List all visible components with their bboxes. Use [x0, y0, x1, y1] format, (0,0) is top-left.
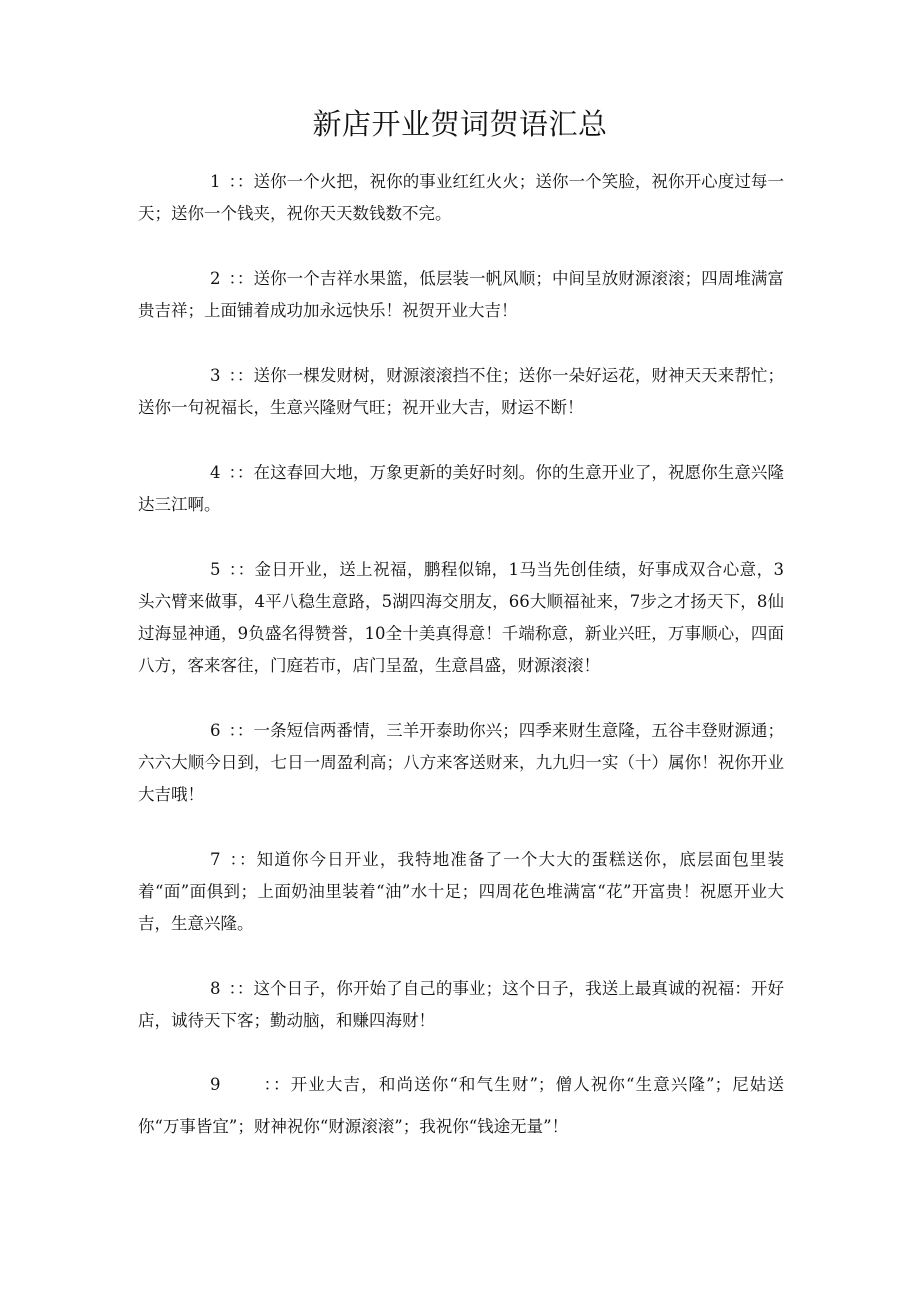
greeting-list — [138, 166, 784, 1181]
greeting-entry-2 — [138, 263, 784, 327]
entry-text: ：：开业大吉，和尚送你“和气生财”；僧人祝你“生意兴隆”；尼姑送你“万事皆宜”；财神祝你“财源滚滚”；我祝你“钱途无量”！ — [138, 1075, 784, 1136]
greeting-entry-9 — [138, 1064, 784, 1148]
entry-number: 1 — [210, 172, 221, 191]
entry-text: ：：这个日子，你开始了自己的事业；这个日子，我送上最真诚的祝福：开好店，诚待天下客；勤动脑，和赚四海财！ — [138, 979, 784, 1030]
entry-text: ：：送你一个火把，祝你的事业红红火火；送你一个笑脸，祝你开心度过每一天；送你一个钱夹，祝你天天数钱数不完。 — [138, 172, 784, 223]
greeting-entry-7 — [138, 844, 784, 940]
greeting-entry-5 — [138, 554, 784, 682]
entry-number: 9 — [210, 1075, 221, 1094]
entry-text: ：：送你一棵发财树，财源滚滚挡不住；送你一朵好运花，财神天天来帮忙；送你一句祝福长，生意兴隆财气旺；祝开业大吉，财运不断！ — [138, 366, 784, 417]
entry-text: ：：知道你今日开业，我特地准备了一个大大的蛋糕送你，底层面包里装着“面”面俱到；上面奶油里装着“油”水十足；四周花色堆满富“花”开富贵！祝愿开业大吉，生意兴隆。 — [138, 850, 784, 933]
entry-number: 7 — [210, 850, 221, 869]
entry-text: ：：在这春回大地，万象更新的美好时刻。你的生意开业了，祝愿你生意兴隆达三江啊。 — [138, 463, 784, 514]
entry-number: 4 — [210, 463, 221, 482]
greeting-entry-1 — [138, 166, 784, 230]
greeting-entry-8 — [138, 973, 784, 1037]
entry-number: 3 — [210, 366, 221, 385]
entry-number: 8 — [210, 979, 221, 998]
entry-number: 2 — [210, 269, 221, 288]
entry-number: 6 — [210, 721, 221, 740]
greeting-entry-3 — [138, 360, 784, 424]
greeting-entry-6 — [138, 715, 784, 811]
entry-text: ：：金日开业，送上祝福，鹏程似锦，1马当先创佳绩，好事成双合心意，3头六臂来做事，4平八稳生意路，5湖四海交朋友，66大顺福祉来，7步之才扬天下，8仙过海显神通，9负盛名得赞誉，10全十美真得意！千端称意，新业兴旺，万事顺心，四面八方，客来客往，门庭若市，店门呈盈，生意昌盛，财源滚滚！ — [138, 560, 784, 675]
greeting-entry-4 — [138, 457, 784, 521]
entry-text: ：：送你一个吉祥水果篮，低层装一帆风顺；中间呈放财源滚滚；四周堆满富贵吉祥；上面铺着成功加永远快乐！祝贺开业大吉！ — [138, 269, 784, 320]
entry-number: 5 — [210, 560, 221, 579]
entry-text: ：：一条短信两番情，三羊开泰助你兴；四季来财生意隆，五谷丰登财源通；六六大顺今日到，七日一周盈利高；八方来客送财来，九九归一实（十）属你！祝你开业大吉哦！ — [138, 721, 784, 804]
document-title: 新店开业贺词贺语汇总 — [312, 107, 608, 141]
